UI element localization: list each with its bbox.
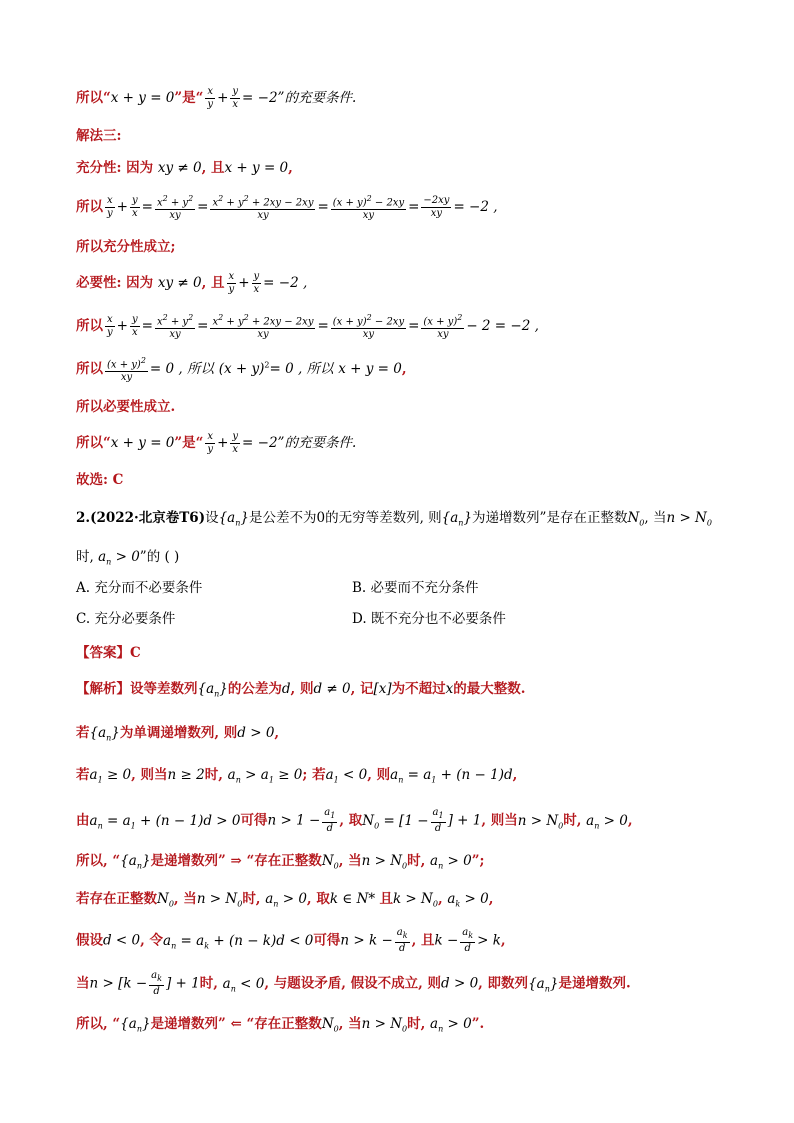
fraction: $\frac{(x + y)^2}{xy}$ bbox=[423, 313, 463, 341]
necessity-holds: 所以必要性成立. bbox=[76, 399, 176, 415]
text: , 且 bbox=[411, 932, 435, 949]
text: 是递增数列. bbox=[558, 975, 631, 992]
text: 所以 bbox=[76, 199, 103, 216]
fraction: $\frac{y}{x}$ bbox=[131, 314, 138, 339]
text: 为不超过 bbox=[391, 681, 446, 697]
text: , 当 bbox=[338, 853, 362, 869]
text: 所以 bbox=[76, 318, 103, 335]
text: 时, bbox=[242, 891, 261, 907]
fraction: $\frac{a_1}{d}$ bbox=[324, 807, 336, 834]
fraction: $\frac{a_k}{d}$ bbox=[151, 970, 162, 997]
math-text: = 0 , 所以 bbox=[149, 361, 214, 378]
sufficiency-line bbox=[76, 158, 293, 178]
problem-2-statement-cont: 时, $a_n > 0$”的 ( ) bbox=[76, 549, 180, 567]
text: 所以, “ bbox=[76, 1016, 121, 1032]
text: , 与题设矛盾, 假设不成立, 则 bbox=[264, 975, 442, 992]
fraction: $\frac{a_k}{d}$ bbox=[396, 927, 408, 954]
analysis-line-9: 所以, “$\{a_n\}$是递增数列” ⇐ “存在正整数$N_0$, 当$n > N_0$时, $a_n > 0$”. bbox=[76, 1016, 485, 1034]
text: , 则 bbox=[367, 767, 391, 783]
fraction: $\frac{a_1}{d}$ bbox=[432, 807, 444, 834]
text: , 取 bbox=[339, 812, 363, 829]
analysis-line-7: 假设d < 0, 令$a_n = a_k + (n - k)d < 0$可得n > k − $\frac{a_k}{d}$ , 且k − $\frac{a_k}{d}$ > k, bbox=[76, 927, 506, 954]
text: 必要性: 因为 bbox=[76, 275, 154, 291]
text: 是递增数列” ⇐ “存在正整数 bbox=[150, 1016, 322, 1032]
text: ”的 ( ) bbox=[139, 549, 180, 565]
text: , bbox=[288, 160, 293, 176]
necessity-line: 必要性: 因为 xy ≠ 0, 且 $\frac{x}{y}$ + $\frac{y}{x}$ = −2 , bbox=[76, 271, 308, 295]
fraction: $\frac{x^2 + y^2 + 2xy - 2xy}{xy}$ bbox=[212, 313, 314, 341]
text: 假设 bbox=[76, 932, 103, 949]
math-expr: (x + y) bbox=[218, 361, 265, 378]
text: 时, bbox=[407, 1016, 426, 1032]
text: 若 bbox=[76, 725, 90, 741]
math-text: − 2 = −2 , bbox=[466, 318, 539, 335]
text: 时, bbox=[563, 812, 582, 829]
analysis-line-3: 若$a_1 \ge 0$, 则当n ≥ 2时, $a_n > a_1 \ge 0$; 若$a_1 < 0$, 则$a_n = a_1 + (n - 1)d$, bbox=[76, 767, 518, 785]
math-text: = −2”的充要条件. bbox=[242, 90, 357, 106]
fraction: $\frac{y}{x}$ bbox=[131, 195, 138, 220]
fraction: $\frac{x^2 + y^2}{xy}$ bbox=[156, 313, 194, 341]
text: 所以, “ bbox=[76, 853, 121, 869]
text: ”. bbox=[471, 1016, 485, 1032]
text: 的公差为 bbox=[227, 681, 282, 697]
text: ”是“ bbox=[174, 435, 204, 451]
fraction: $\frac{x^2 + y^2}{xy}$ bbox=[156, 194, 194, 222]
text: , 则 bbox=[290, 681, 314, 697]
fraction: $\frac{x}{y}$ bbox=[207, 431, 214, 455]
math-expr: xy ≠ 0 bbox=[157, 275, 202, 291]
analysis-line-1: 【解析】设等差数列$\{a_n\}$的公差为d, 则d ≠ 0, 记[x]为不超过x的最大整数. bbox=[76, 681, 526, 699]
fraction: $\frac{x}{y}$ bbox=[107, 195, 113, 220]
text: 设 bbox=[205, 510, 219, 526]
math-expr: x + y = 0 bbox=[110, 435, 175, 451]
text: , 即数列 bbox=[478, 975, 529, 992]
conclusion-line-1: 所以“x + y = 0”是“ $\frac{x}{y}$ + $\frac{y}{x}$ = −2”的充要条件. bbox=[76, 86, 357, 110]
fraction: $\frac{x}{y}$ bbox=[228, 271, 235, 295]
text: 为单调递增数列, 则 bbox=[119, 725, 238, 741]
problem-number: 2. bbox=[76, 510, 91, 526]
text: 时, bbox=[204, 767, 223, 783]
text: , 令 bbox=[140, 932, 164, 949]
fraction-y-over-x: $\frac{y}{x}$ bbox=[232, 86, 239, 110]
text: 的最大整数. bbox=[453, 681, 526, 697]
text: 为递增数列”是存在正整数 bbox=[472, 510, 628, 526]
problem-2-statement: 2.(2022·北京卷T6)设$\{a_n\}$是公差不为0的无穷等差数列, 则$\{a_n\}$为递增数列”是存在正整数$N_0$, 当$n > N_0$ bbox=[76, 510, 712, 528]
analysis-line-2: 若$\{a_n\}$为单调递增数列, 则d > 0, bbox=[76, 725, 280, 743]
text: , 且 bbox=[201, 275, 225, 291]
text: , 且 bbox=[201, 160, 225, 176]
fraction: $\frac{(x + y)^2}{xy}$ bbox=[107, 356, 146, 384]
analysis-label: 【解析】 bbox=[76, 681, 130, 697]
text: 充分性: 因为 bbox=[76, 160, 154, 176]
text: 当 bbox=[76, 975, 90, 992]
text: 时, bbox=[407, 853, 426, 869]
text: 若 bbox=[76, 767, 90, 783]
analysis-line-5: 所以, “$\{a_n\}$是递增数列” ⇒ “存在正整数$N_0$, 当$n > N_0$时, $a_n > 0$”; bbox=[76, 853, 485, 871]
fraction: $\frac{y}{x}$ bbox=[232, 431, 239, 455]
text: 由 bbox=[76, 812, 90, 829]
text: 时, bbox=[199, 975, 218, 992]
math-expr: x + y = 0 bbox=[110, 90, 175, 106]
answer-label: 【答案】C bbox=[76, 645, 141, 661]
text: , 则当 bbox=[131, 767, 168, 783]
analysis-line-4: 由$a_n = a_1 + (n - 1)d > 0$可得n > 1 − $\frac{a_1}{d}$ , 取$N_0 = [1$ − $\frac{a_1}{d}$ ] + 1, 则当$n > N_0$时, $a_n > 0$, bbox=[76, 807, 633, 834]
math-text: = −2 , bbox=[453, 199, 498, 216]
math-expr: x + y = 0 bbox=[338, 361, 402, 378]
sufficiency-calculation: 所以 $\frac{x}{y}$ + $\frac{y}{x}$ = $\frac{x^2 + y^2}{xy}$ = $\frac{x^2 + y^2 + 2xy - 2xy}{xy}$ = $\frac{(x + y)^2 - 2xy}{xy}$ = $\frac{-2xy}{xy}$ = −2 , bbox=[76, 194, 498, 222]
fraction: $\frac{x}{y}$ bbox=[107, 314, 113, 339]
text: , 则当 bbox=[481, 812, 518, 829]
text: ”; bbox=[471, 853, 485, 869]
text: 是公差不为0的无穷等差数列, 则 bbox=[248, 510, 442, 526]
text: 所以 bbox=[76, 361, 103, 378]
text: 所以“ bbox=[76, 90, 111, 106]
fraction: $\frac{a_k}{d}$ bbox=[462, 927, 474, 954]
text: 可得 bbox=[240, 812, 268, 829]
sufficiency-holds: 所以充分性成立; bbox=[76, 239, 176, 255]
necessity-square-line: 所以 $\frac{(x + y)^2}{xy}$ = 0 , 所以 $(x + y)^2= 0$ , 所以 x + y = 0, bbox=[76, 356, 407, 384]
choice-line: 故选: C bbox=[76, 472, 124, 488]
text: 可得 bbox=[313, 932, 341, 949]
fraction-x-over-y: $\frac{x}{y}$ bbox=[207, 86, 214, 110]
text: , 当 bbox=[644, 510, 667, 526]
text: 所以“ bbox=[76, 435, 111, 451]
text: ”是“ bbox=[174, 90, 204, 106]
math-text: = −2”的充要条件. bbox=[242, 435, 357, 451]
text: , 当 bbox=[338, 1016, 362, 1032]
text: 是递增数列” ⇒ “存在正整数 bbox=[150, 853, 322, 869]
analysis-line-8: 当n > [k − $\frac{a_k}{d}$ ] + 1时, $a_n < 0$, 与题设矛盾, 假设不成立, 则d > 0, 即数列$\{a_n\}$是递增数列. bbox=[76, 970, 631, 997]
math-text: = 0 , 所以 bbox=[269, 361, 334, 378]
math-expr: xy ≠ 0 bbox=[157, 160, 202, 176]
fraction: $\frac{(x + y)^2 - 2xy}{xy}$ bbox=[332, 194, 405, 222]
problem-source: (2022·北京卷T6) bbox=[90, 510, 206, 526]
text: , 记 bbox=[350, 681, 374, 697]
text: 且 bbox=[379, 891, 393, 907]
math-expr: x + y = 0 bbox=[224, 160, 289, 176]
fraction: $\frac{(x + y)^2 - 2xy}{xy}$ bbox=[332, 313, 405, 341]
option-b[interactable]: B. 必要而不充分条件 bbox=[352, 580, 479, 596]
option-d[interactable]: D. 既不充分也不必要条件 bbox=[352, 611, 506, 627]
necessity-calculation: 所以 $\frac{x}{y}$ + $\frac{y}{x}$ = $\frac{x^2 + y^2}{xy}$ = $\frac{x^2 + y^2 + 2xy - 2xy}{xy}$ = $\frac{(x + y)^2 - 2xy}{xy}$ = $\frac{(x + y)^2}{xy}$ − 2 = −2 , bbox=[76, 313, 539, 341]
text: 时, bbox=[76, 549, 94, 565]
math-text: = −2 , bbox=[263, 275, 308, 291]
option-c[interactable]: C. 充分必要条件 bbox=[76, 611, 176, 627]
text: , bbox=[401, 361, 407, 378]
fraction: $\frac{-2xy}{xy}$ bbox=[423, 195, 450, 220]
text: 设等差数列 bbox=[130, 681, 198, 697]
method-three-heading: 解法三: bbox=[76, 128, 122, 144]
fraction: $\frac{y}{x}$ bbox=[253, 271, 260, 295]
option-a[interactable]: A. 充分而不必要条件 bbox=[76, 580, 203, 596]
analysis-line-6: 若存在正整数$N_0$, 当$n > N_0$时, $a_n > 0$, 取k ∈ N* 且$k > N_0$, $a_k > 0$, bbox=[76, 891, 494, 909]
text: 若存在正整数 bbox=[76, 891, 157, 907]
fraction: $\frac{x^2 + y^2 + 2xy - 2xy}{xy}$ bbox=[212, 194, 314, 222]
text: , 当 bbox=[173, 891, 197, 907]
text: ; 若 bbox=[302, 767, 326, 783]
text: , 取 bbox=[306, 891, 330, 907]
conclusion-line-2: 所以“x + y = 0”是“ $\frac{x}{y}$ + $\frac{y}{x}$ = −2”的充要条件. bbox=[76, 431, 357, 455]
